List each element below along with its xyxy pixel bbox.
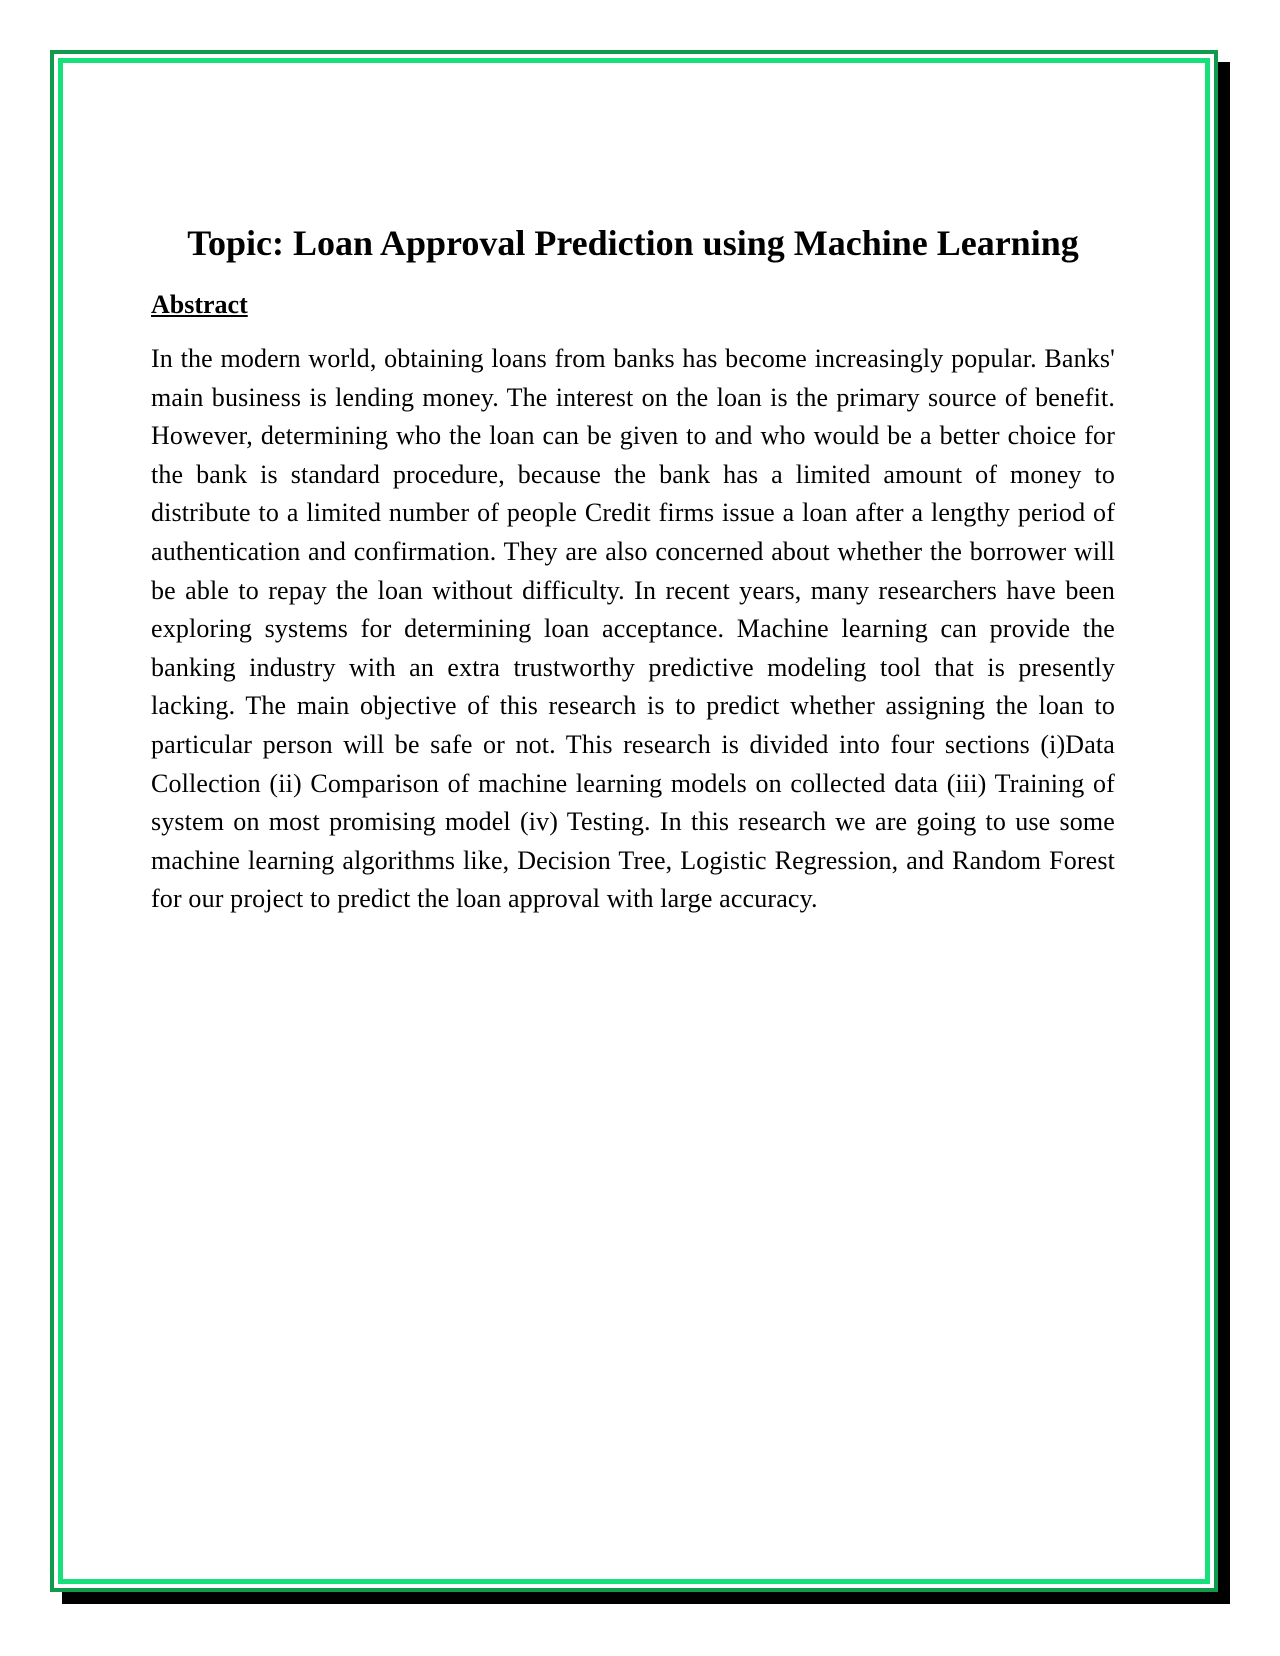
document-content (151, 218, 1115, 919)
abstract-paragraph: In the modern world, obtaining loans from banks has become increasingly popular. Banks' main business is lending money. The interest on the loan is the primary source of benefit. However, determining who the loan can be given to and who would be a better choice for the bank is standard procedure, because the bank has a limited amount of money to distribute to a limited number of people Credit firms issue a loan after a lengthy period of authentication and confirmation. They are also concerned about whether the borrower will be able to repay the loan without difficulty. In recent years, many researchers have been exploring systems for determining loan acceptance. Machine learning can provide the banking industry with an extra trustworthy predictive modeling tool that is presently lacking. The main objective of this research is to predict whether assigning the loan to particular person will be safe or not. This research is divided into four sections (i)Data Collection (ii) Comparison of machine learning models on collected data (iii) Training of system on most promising model (iv) Testing. In this research we are going to use some machine learning algorithms like, Decision Tree, Logistic Regression, and Random Forest for our project to predict the loan approval with large accuracy. (151, 344, 1115, 914)
document-title: Topic: Loan Approval Prediction using Machine Learning (187, 223, 1079, 263)
abstract-heading: Abstract (151, 290, 248, 319)
